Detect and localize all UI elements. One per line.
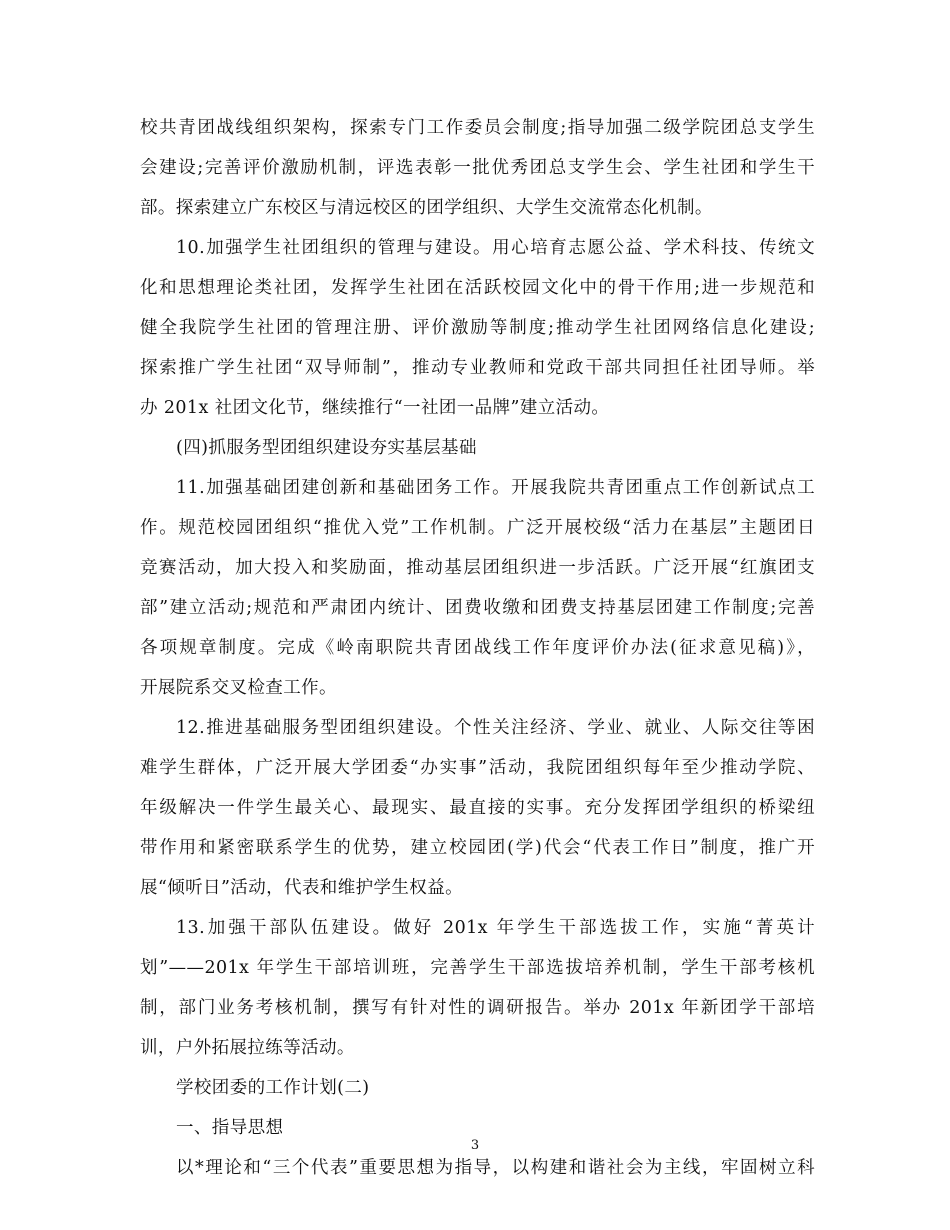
paragraph-line: 校共青团战线组织架构，探索专门工作委员会制度;指导加强二级学院团总支学生 xyxy=(140,118,815,138)
paragraph-line: 年级解决一件学生最关心、最现实、最直接的实事。充分发挥团学组织的桥梁纽 xyxy=(140,798,815,818)
paragraph-line: 展“倾听日”活动，代表和维护学生权益。 xyxy=(140,878,463,898)
paragraph-line: 12.推进基础服务型团组织建设。个性关注经济、学业、就业、人际交往等困 xyxy=(176,718,815,738)
paragraph-line: 竞赛活动，加大投入和奖励面，推动基层团组织进一步活跃。广泛开展“红旗团支 xyxy=(140,558,815,578)
paragraph-line: 作。规范校园团组织“推优入党”工作机制。广泛开展校级“活力在基层”主题团日 xyxy=(140,518,815,538)
paragraph-line: 难学生群体，广泛开展大学团委“办实事”活动，我院团组织每年至少推动学院、 xyxy=(140,758,815,778)
paragraph-line: 探索推广学生社团“双导师制”，推动专业教师和党政干部共同担任社团导师。举 xyxy=(140,358,815,378)
paragraph-line: 11.加强基础团建创新和基础团务工作。开展我院共青团重点工作创新试点工 xyxy=(176,478,815,498)
paragraph-line: 部。探索建立广东校区与清远校区的团学组织、大学生交流常态化机制。 xyxy=(140,198,713,218)
paragraph-line: 办 201x 社团文化节，继续推行“一社团一品牌”建立活动。 xyxy=(140,398,610,418)
paragraph-line: 划”——201x 年学生干部培训班，完善学生干部选拔培养机制，学生干部考核机 xyxy=(140,958,815,978)
paragraph-line: 训，户外拓展拉练等活动。 xyxy=(140,1038,355,1058)
paragraph-line: 化和思想理论类社团，发挥学生社团在活跃校园文化中的骨干作用;进一步规范和 xyxy=(140,278,815,298)
section-heading: 一、指导思想 xyxy=(176,1118,284,1138)
paragraph-line: 13.加强干部队伍建设。做好 201x 年学生干部选拔工作，实施“菁英计 xyxy=(176,918,815,938)
paragraph-line: 健全我院学生社团的管理注册、评价激励等制度;推动学生社团网络信息化建设; xyxy=(140,318,815,338)
section-heading: (四)抓服务型团组织建设夯实基层基础 xyxy=(176,438,477,458)
paragraph-line: 10.加强学生社团组织的管理与建设。用心培育志愿公益、学术科技、传统文 xyxy=(176,238,815,258)
paragraph-line: 开展院系交叉检查工作。 xyxy=(140,678,337,698)
paragraph-line: 以*理论和“三个代表”重要思想为指导，以构建和谐社会为主线，牢固树立科 xyxy=(176,1158,815,1178)
paragraph-line: 会建设;完善评价激励机制，评选表彰一批优秀团总支学生会、学生社团和学生干 xyxy=(140,158,815,178)
page-number: 3 xyxy=(470,1138,480,1153)
paragraph-line: 带作用和紧密联系学生的优势，建立校园团(学)代会“代表工作日”制度，推广开 xyxy=(140,838,815,858)
paragraph-line: 部”建立活动;规范和严肃团内统计、团费收缴和团费支持基层团建工作制度;完善 xyxy=(140,598,815,618)
paragraph-line: 制，部门业务考核机制，撰写有针对性的调研报告。举办 201x 年新团学干部培 xyxy=(140,998,815,1018)
paragraph-line: 各项规章制度。完成《岭南职院共青团战线工作年度评价办法(征求意见稿)》， xyxy=(140,638,815,658)
section-heading: 学校团委的工作计划(二) xyxy=(176,1078,370,1098)
